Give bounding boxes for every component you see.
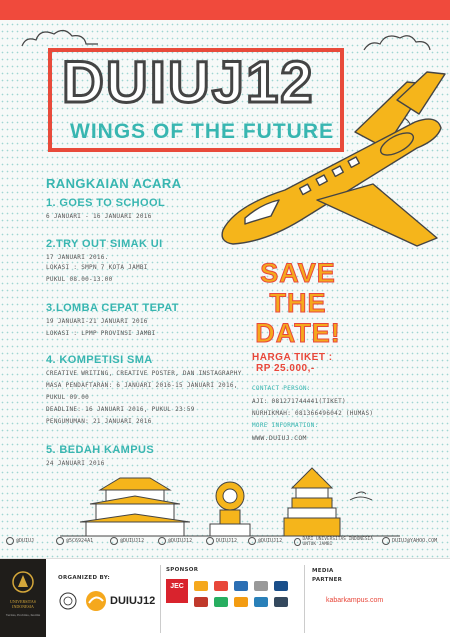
facebook-icon	[206, 537, 214, 545]
sponsor-logo	[194, 581, 208, 591]
landmarks-illustration	[60, 460, 400, 538]
social-bar	[0, 537, 450, 549]
social-item[interactable]	[6, 537, 34, 545]
save-word: SAVE	[260, 258, 336, 288]
event-4-line: MASA PENDAFTARAN: 6 JANUARI 2016-15 JANUARI 2016,	[46, 382, 238, 389]
save-word: THE	[269, 288, 327, 318]
footer-divider	[304, 565, 305, 633]
contact-line: NURHIKMAH: 081366496042 (HUMAS)	[252, 410, 374, 417]
event-2-title: 2.TRY OUT SIMAK UI	[46, 238, 163, 250]
social-item[interactable]	[248, 537, 282, 545]
social-handle: @DUIUJ12	[258, 538, 283, 544]
social-item[interactable]	[56, 537, 93, 545]
event-title: DUIUJ12	[62, 50, 315, 115]
cloud-icon	[20, 26, 100, 48]
social-handle: @DUIUJ12	[168, 538, 193, 544]
social-handle: @5C6924A1	[66, 538, 94, 544]
ticket-label: HARGA TIKET :	[252, 352, 333, 363]
event-3-line: 19 JANUARI-21 JANUARI 2016	[46, 318, 148, 325]
university-motto: Veritas, Probitas, Iustitia	[5, 613, 41, 617]
event-2-line: PUKUL 08.00-13.00	[46, 276, 113, 283]
organized-by-label: ORGANIZED BY:	[58, 575, 111, 581]
sponsor-logo	[254, 597, 268, 607]
event-2-line: 17 JANUARI 2016.	[46, 254, 109, 261]
media-partner-label: MEDIA PARTNER	[312, 568, 343, 583]
top-red-bar	[0, 0, 450, 20]
university-panel	[0, 559, 46, 637]
twitter-icon	[110, 537, 118, 545]
ticket-price: RP 25.000,-	[256, 363, 315, 374]
footer-divider	[160, 565, 161, 633]
event-1-date: 6 JANUARI - 16 JANUARI 2016	[46, 213, 152, 220]
organizer-seal-icon	[58, 591, 78, 611]
event-4-title: 4. KOMPETISI SMA	[46, 354, 153, 366]
duiuj-logo-icon	[84, 589, 108, 613]
contact-line: AJI: 081271744441(TIKET)	[252, 398, 346, 405]
university-name: UNIVERSITAS INDONESIA	[10, 599, 36, 609]
social-item[interactable]	[206, 537, 237, 545]
line-icon	[158, 537, 166, 545]
sponsor-logo	[234, 597, 248, 607]
cloud-icon	[362, 30, 442, 52]
social-handle: DARI UNIVERSITAS INDONESIA UNTUK JAMBI	[302, 537, 373, 547]
event-5-title: 5. BEDAH KAMPUS	[46, 444, 155, 456]
bbm-icon	[56, 537, 64, 545]
instagram-icon	[6, 537, 14, 545]
event-5-date: 24 JANUARI 2016	[46, 460, 105, 467]
contact-heading: CONTACT PERSON:	[252, 385, 311, 392]
event-4-line: PUKUL 09.00	[46, 394, 90, 401]
media-partner-name[interactable]: kabarkampus.com	[326, 597, 384, 604]
sponsor-label: SPONSOR	[166, 567, 199, 573]
social-item[interactable]	[382, 537, 437, 545]
social-item[interactable]	[110, 537, 144, 545]
sponsor-logo-jec: JEC	[166, 579, 188, 603]
social-item[interactable]	[158, 537, 192, 545]
event-4-line: CREATIVE WRITING, CREATIVE POSTER, DAN INSTAGRAPHY	[46, 370, 242, 377]
agenda-heading: RANGKAIAN ACARA	[46, 176, 182, 191]
organizer-name: DUIUJ12	[110, 595, 156, 607]
website-link[interactable]: WWW.DUIUJ.COM	[252, 434, 307, 442]
social-handle: @DUIUJ12	[120, 538, 145, 544]
save-word: DATE!	[255, 318, 341, 348]
event-2-line: LOKASI : SMPN 7 KOTA JAMBI	[46, 264, 148, 271]
airplane-illustration	[205, 70, 450, 260]
event-1-title: 1. GOES TO SCHOOL	[46, 197, 166, 209]
social-handle: DUIUJ@YAHOO.COM	[392, 538, 438, 544]
event-subtitle: WINGS OF THE FUTURE	[70, 120, 334, 143]
sponsor-logo	[274, 581, 288, 591]
university-logo	[12, 569, 34, 595]
social-handle: @DUIUJ	[16, 538, 35, 544]
group-icon	[294, 538, 301, 546]
event-3-title: 3.LOMBA CEPAT TEPAT	[46, 302, 179, 314]
social-handle: DUIUJ12	[216, 538, 238, 544]
sponsor-logo	[254, 581, 268, 591]
sponsor-logo	[214, 597, 228, 607]
sponsor-logo	[234, 581, 248, 591]
sponsor-logo	[194, 597, 208, 607]
mail-icon	[382, 537, 390, 545]
sponsor-logo	[274, 597, 288, 607]
event-4-line: PENGUMUMAN: 21 JANUARI 2016	[46, 418, 152, 425]
more-info-heading: MORE INFORMATION:	[252, 422, 319, 429]
footer	[0, 558, 450, 637]
event-3-line: LOKASI : LPMP PROVINSI JAMBI	[46, 330, 156, 337]
path-icon	[248, 537, 256, 545]
sponsor-logo	[214, 581, 228, 591]
save-the-date	[248, 258, 348, 348]
event-4-line: DEADLINE: 16 JANUARI 2016, PUKUL 23:59	[46, 406, 195, 413]
social-item[interactable]	[294, 537, 380, 547]
